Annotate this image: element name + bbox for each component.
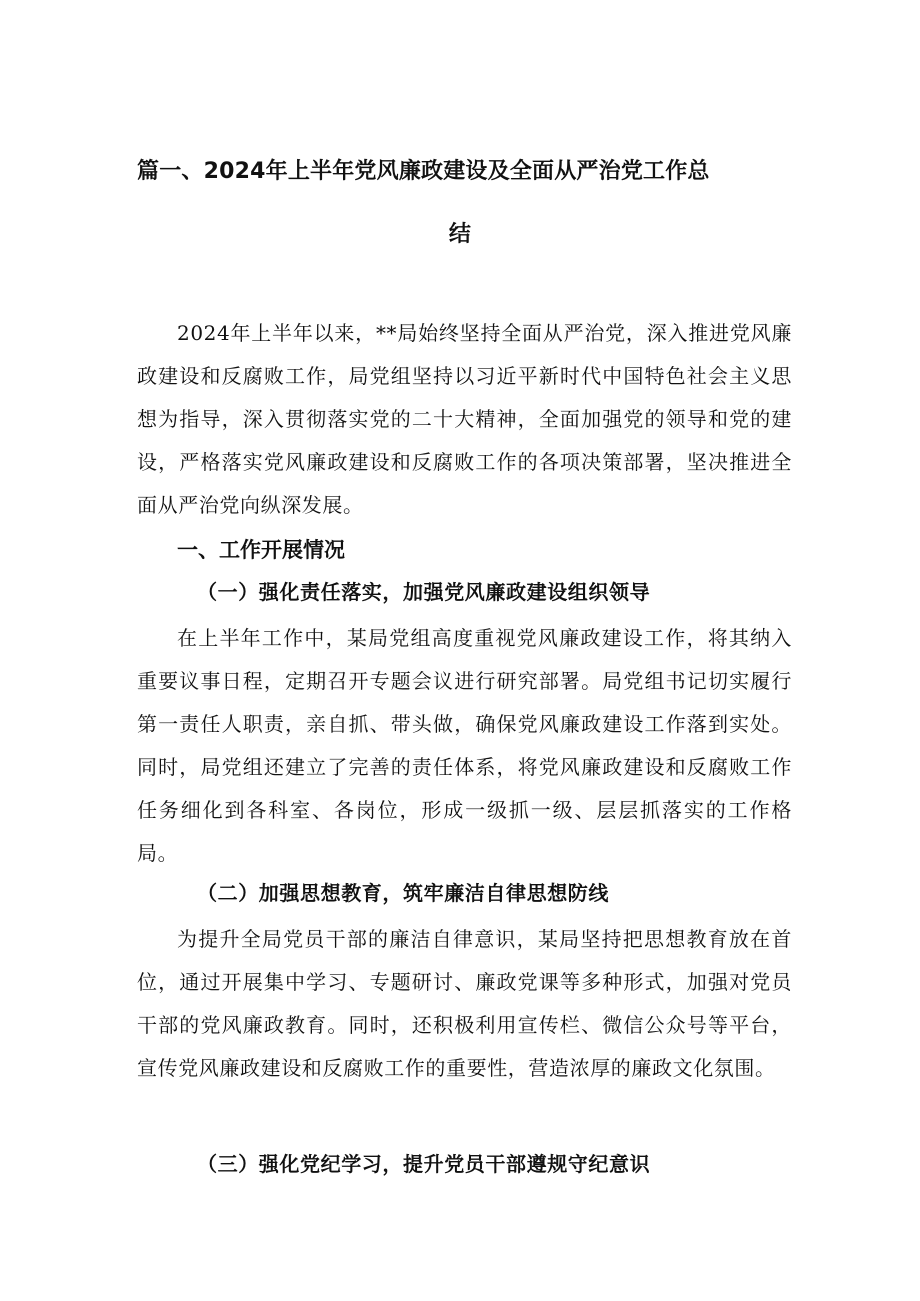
intro-paragraph: 2024年上半年以来，**局始终坚持全面从严治党，深入推进党风廉政建设和反腐败工作，局党组坚持以习近平新时代中国特色社会主义思想为指导，深入贯彻落实党的二十大精神，全面加强党的领导和党的建设，严格落实党风廉政建设和反腐败工作的各项决策部署，坚决推进全面从严治党向纵深发展。 (137, 321, 792, 517)
subsection2-paragraph: 为提升全局党员干部的廉洁自律意识，某局坚持把思想教育放在首位，通过开展集中学习、专题研讨、廉政党课等多种形式，加强对党员干部的党风廉政教育。同时，还积极利用宣传栏、微信公众号等平台，宣传党风廉政建设和反腐败工作的重要性，营造浓厚的廉政文化氛围。 (137, 927, 792, 1080)
subsection1-paragraph: 在上半年工作中，某局党组高度重视党风廉政建设工作，将其纳入重要议事日程，定期召开专题会议进行研究部署。局党组书记切实履行第一责任人职责，亲自抓、带头做，确保党风廉政建设工作落到实处。同时，局党组还建立了完善的责任体系，将党风廉政建设和反腐败工作任务细化到各科室、各岗位，形成一级抓一级、层层抓落实的工作格局。 (137, 626, 792, 865)
subsection2-heading: （二）加强思想教育，筑牢廉洁自律思想防线 (197, 881, 609, 905)
subsection1-heading: （一）强化责任落实，加强党风廉政建设组织领导 (197, 580, 651, 604)
subsection3-heading: （三）强化党纪学习，提升党员干部遵规守纪意识 (197, 1152, 651, 1176)
document-title-line1: 篇一、2024年上半年党风廉政建设及全面从严治党工作总 (137, 159, 710, 184)
section1-heading: 一、工作开展情况 (177, 538, 345, 562)
document-title-line2: 结 (448, 222, 472, 247)
